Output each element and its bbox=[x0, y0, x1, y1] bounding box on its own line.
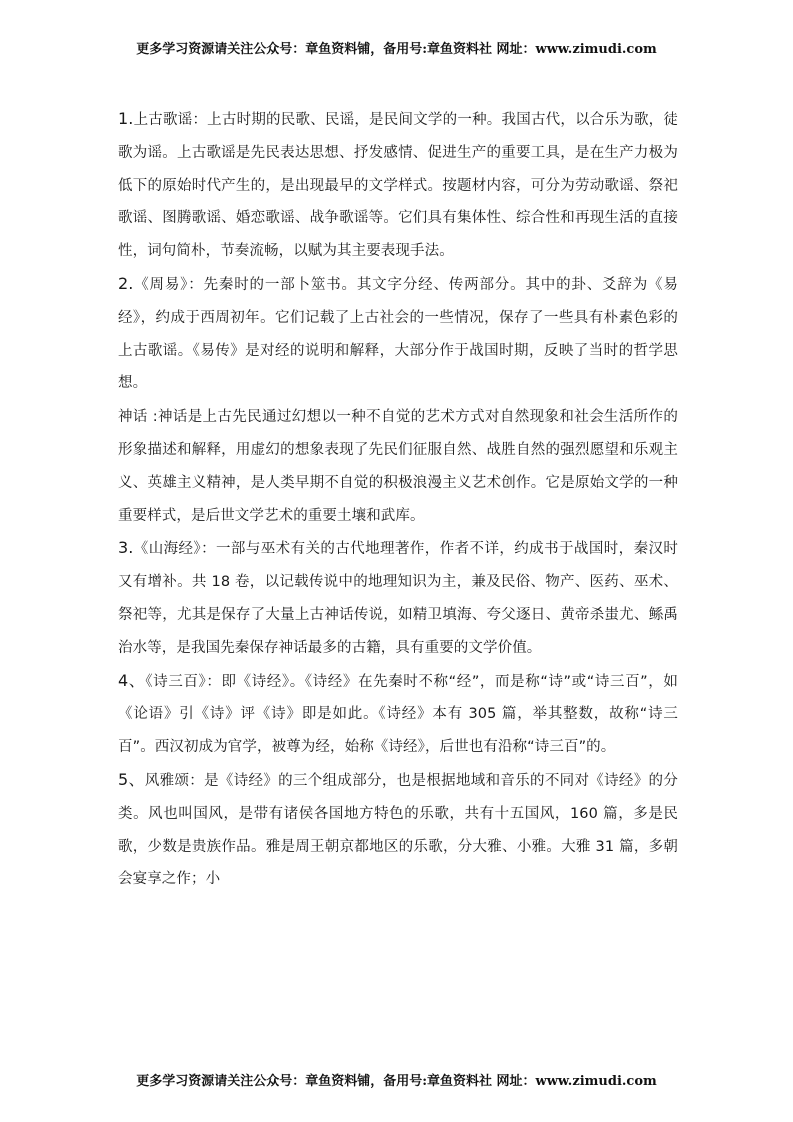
page-header: 更多学习资源请关注公众号：章鱼资料铺，备用号:章鱼资料社 网址：www.zimudi.com bbox=[136, 42, 657, 57]
paragraph-number: 2. bbox=[118, 273, 134, 293]
paragraph-shenhua bbox=[118, 400, 678, 532]
paragraph-shanggu-geyao bbox=[118, 103, 678, 268]
paragraph-shisanbai bbox=[118, 665, 678, 764]
paragraph-text: 神话 :神话是上古先民通过幻想以一种不自觉的艺术方式对自然现象和社会生活所作的形象描述和解释，用虚幻的想象表现了先民们征服自然、战胜自然的强烈愿望和乐观主义、英雄主义精神，是人类早期不自觉的积极浪漫主义艺术创作。它是原始文学的一种重要样式，是后世文学艺术的重要土壤和武库。 bbox=[118, 409, 678, 524]
paragraph-text: 风雅颂：是《诗经》的三个组成部分，也是根据地域和音乐的不同对《诗经》的分类。风也叫国风，是带有诸侯各国地方特色的乐歌，共有十五国风，160 篇，多是民歌，少数是贵族作品。雅是周王朝京都地区的乐歌，分大雅、小雅。大雅 31 篇，多朝会宴享之作；小 bbox=[118, 772, 678, 888]
paragraph-text: 《诗三百》：即《诗经》。《诗经》在先秦时不称“经”，而是称“诗”或“诗三百”，如《论语》引《诗》评《诗》即是如此。《诗经》本有 305 篇，举其整数，故称“诗三百”。西汉初成为官学，被尊为经，始称《诗经》，后世也有沿称“诗三百”的。 bbox=[118, 673, 678, 756]
document-body bbox=[118, 103, 678, 896]
paragraph-text: 《周易》：先秦时的一部卜筮书。其文字分经、传两部分。其中的卦、爻辞为《易经》，约成于西周初年。它们记载了上古社会的一些情况，保存了一些具有朴素色彩的上古歌谣。《易传》是对经的说明和解释，大部分作于战国时期，反映了当时的哲学思想。 bbox=[118, 276, 678, 392]
paragraph-number: 4、 bbox=[118, 670, 146, 690]
paragraph-zhouyi bbox=[118, 268, 678, 400]
paragraph-number: 1. bbox=[118, 109, 134, 128]
paragraph-number: 5、 bbox=[118, 769, 145, 789]
paragraph-shanhaijing bbox=[118, 532, 678, 664]
page-footer: 更多学习资源请关注公众号：章鱼资料铺，备用号:章鱼资料社 网址：www.zimudi.com bbox=[136, 1074, 657, 1089]
paragraph-number: 3. bbox=[118, 538, 134, 558]
paragraph-fengyasong bbox=[118, 764, 678, 896]
paragraph-text: 《山海经》：一部与巫术有关的古代地理著作，作者不详，约成书于战国时，秦汉时又有增补。共 18 卷，以记载传说中的地理知识为主，兼及民俗、物产、医药、巫术、祭祀等，尤其是保存了大量上古神话传说，如精卫填海、夸父逐日、黄帝杀蚩尤、鲧禹治水等，是我国先秦保存神话最多的古籍，具有重要的文学价值。 bbox=[118, 541, 678, 656]
paragraph-text: 上古歌谣：上古时期的民歌、民谣，是民间文学的一种。我国古代，以合乐为歌，徒歌为谣。上古歌谣是先民表达思想、抒发感情、促进生产的重要工具，是在生产力极为低下的原始时代产生的，是出现最早的文学样式。按题材内容，可分为劳动歌谣、祭祀歌谣、图腾歌谣、婚恋歌谣、战争歌谣等。它们具有集体性、综合性和再现生活的直接性，词句简朴，节奏流畅，以赋为其主要表现手法。 bbox=[118, 112, 678, 260]
